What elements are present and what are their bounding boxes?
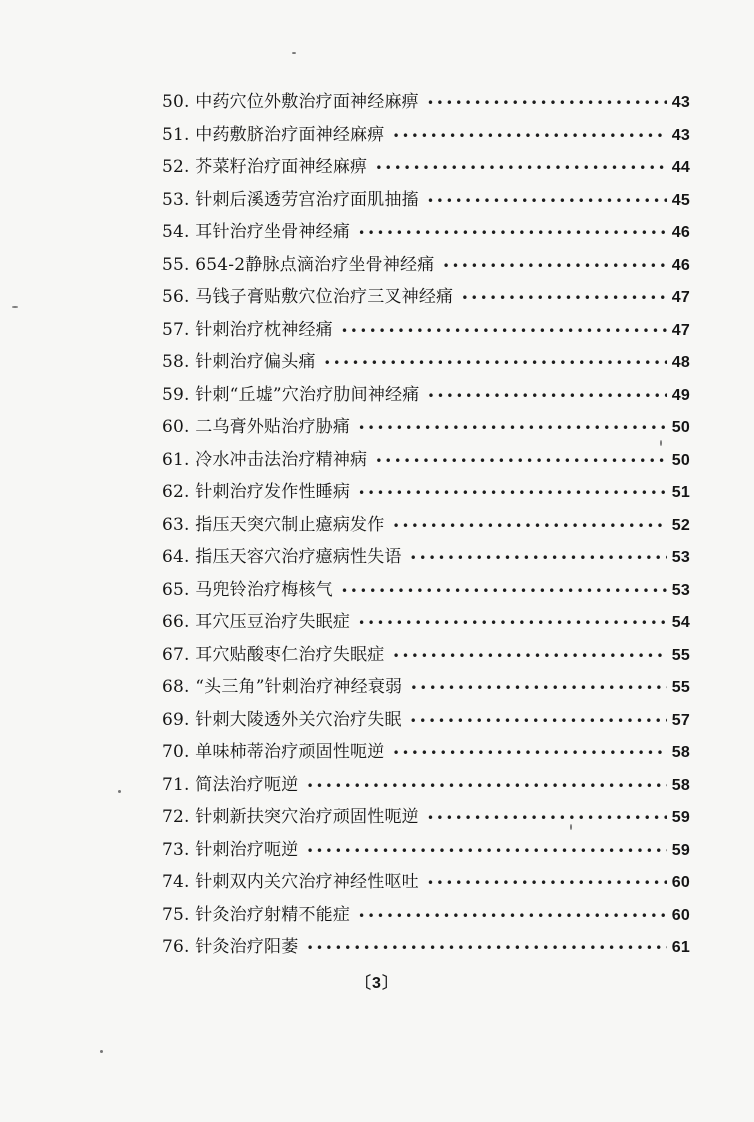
- toc-entry-page: 60: [671, 906, 690, 924]
- dot-leader: [358, 217, 667, 250]
- dot-leader: [392, 640, 667, 673]
- toc-entry: [162, 86, 690, 119]
- dot-leader: [375, 152, 667, 185]
- toc-entry-page: 46: [671, 256, 690, 274]
- toc-entry-page: 60: [671, 874, 690, 891]
- toc-entry: [162, 444, 690, 477]
- toc-entry-title: 56. 马钱子膏贴敷穴位治疗三叉神经痛: [162, 287, 454, 307]
- toc-entry-title: 60. 二乌膏外贴治疗胁痛: [162, 417, 351, 437]
- toc-entry-title: 74. 针刺双内关穴治疗神经性呕吐: [162, 872, 419, 892]
- dot-leader: [306, 932, 667, 965]
- dot-leader: [306, 835, 667, 868]
- toc-entry: [162, 314, 690, 347]
- toc-entry-page: 58: [671, 776, 690, 794]
- scan-speck: [12, 306, 18, 308]
- toc-entry-page: 48: [671, 354, 690, 371]
- toc-entry: [162, 509, 690, 542]
- toc-entry-page: 57: [671, 711, 690, 729]
- toc-entry: [162, 801, 690, 834]
- toc-entry-page: 59: [671, 841, 690, 859]
- toc-entry-page: 47: [671, 289, 690, 306]
- toc-entry-title: 51. 中药敷脐治疗面神经麻痹: [162, 124, 385, 145]
- toc-entry-page: 45: [671, 191, 690, 209]
- toc-entry-title: 57. 针刺治疗枕神经痛: [162, 319, 333, 340]
- dot-leader: [392, 120, 667, 153]
- toc-entry: [162, 216, 690, 249]
- toc-entry-page: 53: [671, 581, 690, 599]
- toc-entry-title: 63. 指压天突穴制止癔病发作: [162, 514, 385, 535]
- toc-entry: [162, 119, 690, 152]
- toc-entry-title: 69. 针刺大陵透外关穴治疗失眠: [162, 709, 402, 730]
- scan-speck: [118, 790, 121, 793]
- toc-entry-page: 44: [671, 159, 690, 176]
- dot-leader: [358, 477, 667, 510]
- toc-entry-page: 53: [671, 549, 690, 566]
- toc-entry: [162, 639, 690, 672]
- toc-entry: [162, 346, 690, 379]
- toc-entry-page: 54: [671, 614, 690, 631]
- dot-leader: [427, 380, 667, 413]
- table-of-contents: [162, 86, 690, 964]
- dot-leader: [358, 900, 667, 933]
- toc-entry-title: 76. 针灸治疗阳萎: [162, 937, 299, 957]
- dot-leader: [375, 445, 667, 478]
- toc-entry-page: 52: [671, 516, 690, 534]
- dot-leader: [427, 87, 667, 120]
- toc-entry-title: 54. 耳针治疗坐骨神经痛: [162, 222, 351, 242]
- toc-entry-page: 49: [671, 386, 690, 404]
- toc-entry-page: 59: [671, 809, 690, 826]
- toc-entry: [162, 541, 690, 574]
- scan-speck: [570, 824, 572, 830]
- toc-entry: [162, 151, 690, 184]
- toc-entry: [162, 736, 690, 769]
- toc-entry: [162, 606, 690, 639]
- toc-entry-title: 73. 针刺治疗呃逆: [162, 839, 299, 860]
- toc-entry-page: 47: [671, 321, 690, 339]
- toc-entry-title: 66. 耳穴压豆治疗失眠症: [162, 612, 351, 632]
- toc-entry-title: 52. 芥菜籽治疗面神经麻痹: [162, 157, 368, 177]
- toc-entry-page: 46: [671, 224, 690, 241]
- dot-leader: [427, 802, 667, 835]
- toc-entry: [162, 834, 690, 867]
- toc-entry-title: 72. 针刺新扶突穴治疗顽固性呃逆: [162, 807, 419, 827]
- toc-entry: [162, 671, 690, 704]
- toc-entry-page: 51: [671, 484, 690, 501]
- dot-leader: [427, 867, 667, 900]
- page-number: 〔3〕: [355, 975, 399, 992]
- toc-entry: [162, 411, 690, 444]
- dot-leader: [427, 185, 667, 218]
- toc-entry-page: 55: [671, 679, 690, 696]
- toc-entry: [162, 281, 690, 314]
- toc-entry-title: 68. “头三角”针刺治疗神经衰弱: [162, 677, 403, 697]
- toc-entry-title: 62. 针刺治疗发作性睡病: [162, 482, 351, 502]
- toc-entry-page: 50: [671, 451, 690, 469]
- toc-entry-title: 61. 冷水冲击法治疗精神病: [162, 449, 368, 470]
- toc-entry-page: 55: [671, 646, 690, 664]
- dot-leader: [324, 347, 667, 380]
- toc-entry-page: 43: [671, 94, 690, 111]
- toc-entry-title: 70. 单味柿蒂治疗顽固性呃逆: [162, 742, 385, 762]
- toc-entry: [162, 769, 690, 802]
- toc-entry: [162, 184, 690, 217]
- dot-leader: [341, 575, 667, 608]
- toc-entry-title: 65. 马兜铃治疗梅核气: [162, 579, 333, 600]
- dot-leader: [410, 542, 667, 575]
- scan-speck: [100, 1050, 103, 1053]
- toc-entry-page: 50: [671, 419, 690, 436]
- dot-leader: [306, 770, 667, 803]
- dot-leader: [410, 672, 667, 705]
- toc-entry-title: 53. 针刺后溪透劳宫治疗面肌抽搐: [162, 189, 419, 210]
- dot-leader: [392, 510, 667, 543]
- toc-entry: [162, 931, 690, 964]
- toc-entry: [162, 899, 690, 932]
- dot-leader: [358, 412, 667, 445]
- toc-entry-title: 71. 简法治疗呃逆: [162, 774, 299, 795]
- dot-leader: [410, 705, 667, 738]
- toc-entry: [162, 866, 690, 899]
- toc-entry-page: 58: [671, 744, 690, 761]
- toc-entry-page: 43: [671, 126, 690, 144]
- toc-entry-title: 75. 针灸治疗射精不能症: [162, 904, 351, 925]
- toc-entry: [162, 476, 690, 509]
- toc-entry: [162, 574, 690, 607]
- dot-leader: [442, 250, 667, 283]
- toc-entry-title: 55. 654-2静脉点滴治疗坐骨神经痛: [162, 254, 435, 275]
- toc-entry-page: 61: [671, 939, 690, 956]
- scan-speck: [292, 52, 296, 54]
- toc-entry-title: 59. 针刺“丘墟”穴治疗肋间神经痛: [162, 384, 420, 405]
- toc-entry: [162, 249, 690, 282]
- toc-entry-title: 58. 针刺治疗偏头痛: [162, 352, 316, 372]
- toc-entry-title: 50. 中药穴位外敷治疗面神经麻痹: [162, 92, 419, 112]
- scan-speck: [660, 440, 662, 446]
- toc-entry-title: 64. 指压天容穴治疗癔病性失语: [162, 547, 402, 567]
- dot-leader: [358, 607, 667, 640]
- dot-leader: [392, 737, 667, 770]
- toc-entry-title: 67. 耳穴贴酸枣仁治疗失眠症: [162, 644, 385, 665]
- dot-leader: [341, 315, 667, 348]
- dot-leader: [461, 282, 667, 315]
- toc-entry: [162, 379, 690, 412]
- toc-entry: [162, 704, 690, 737]
